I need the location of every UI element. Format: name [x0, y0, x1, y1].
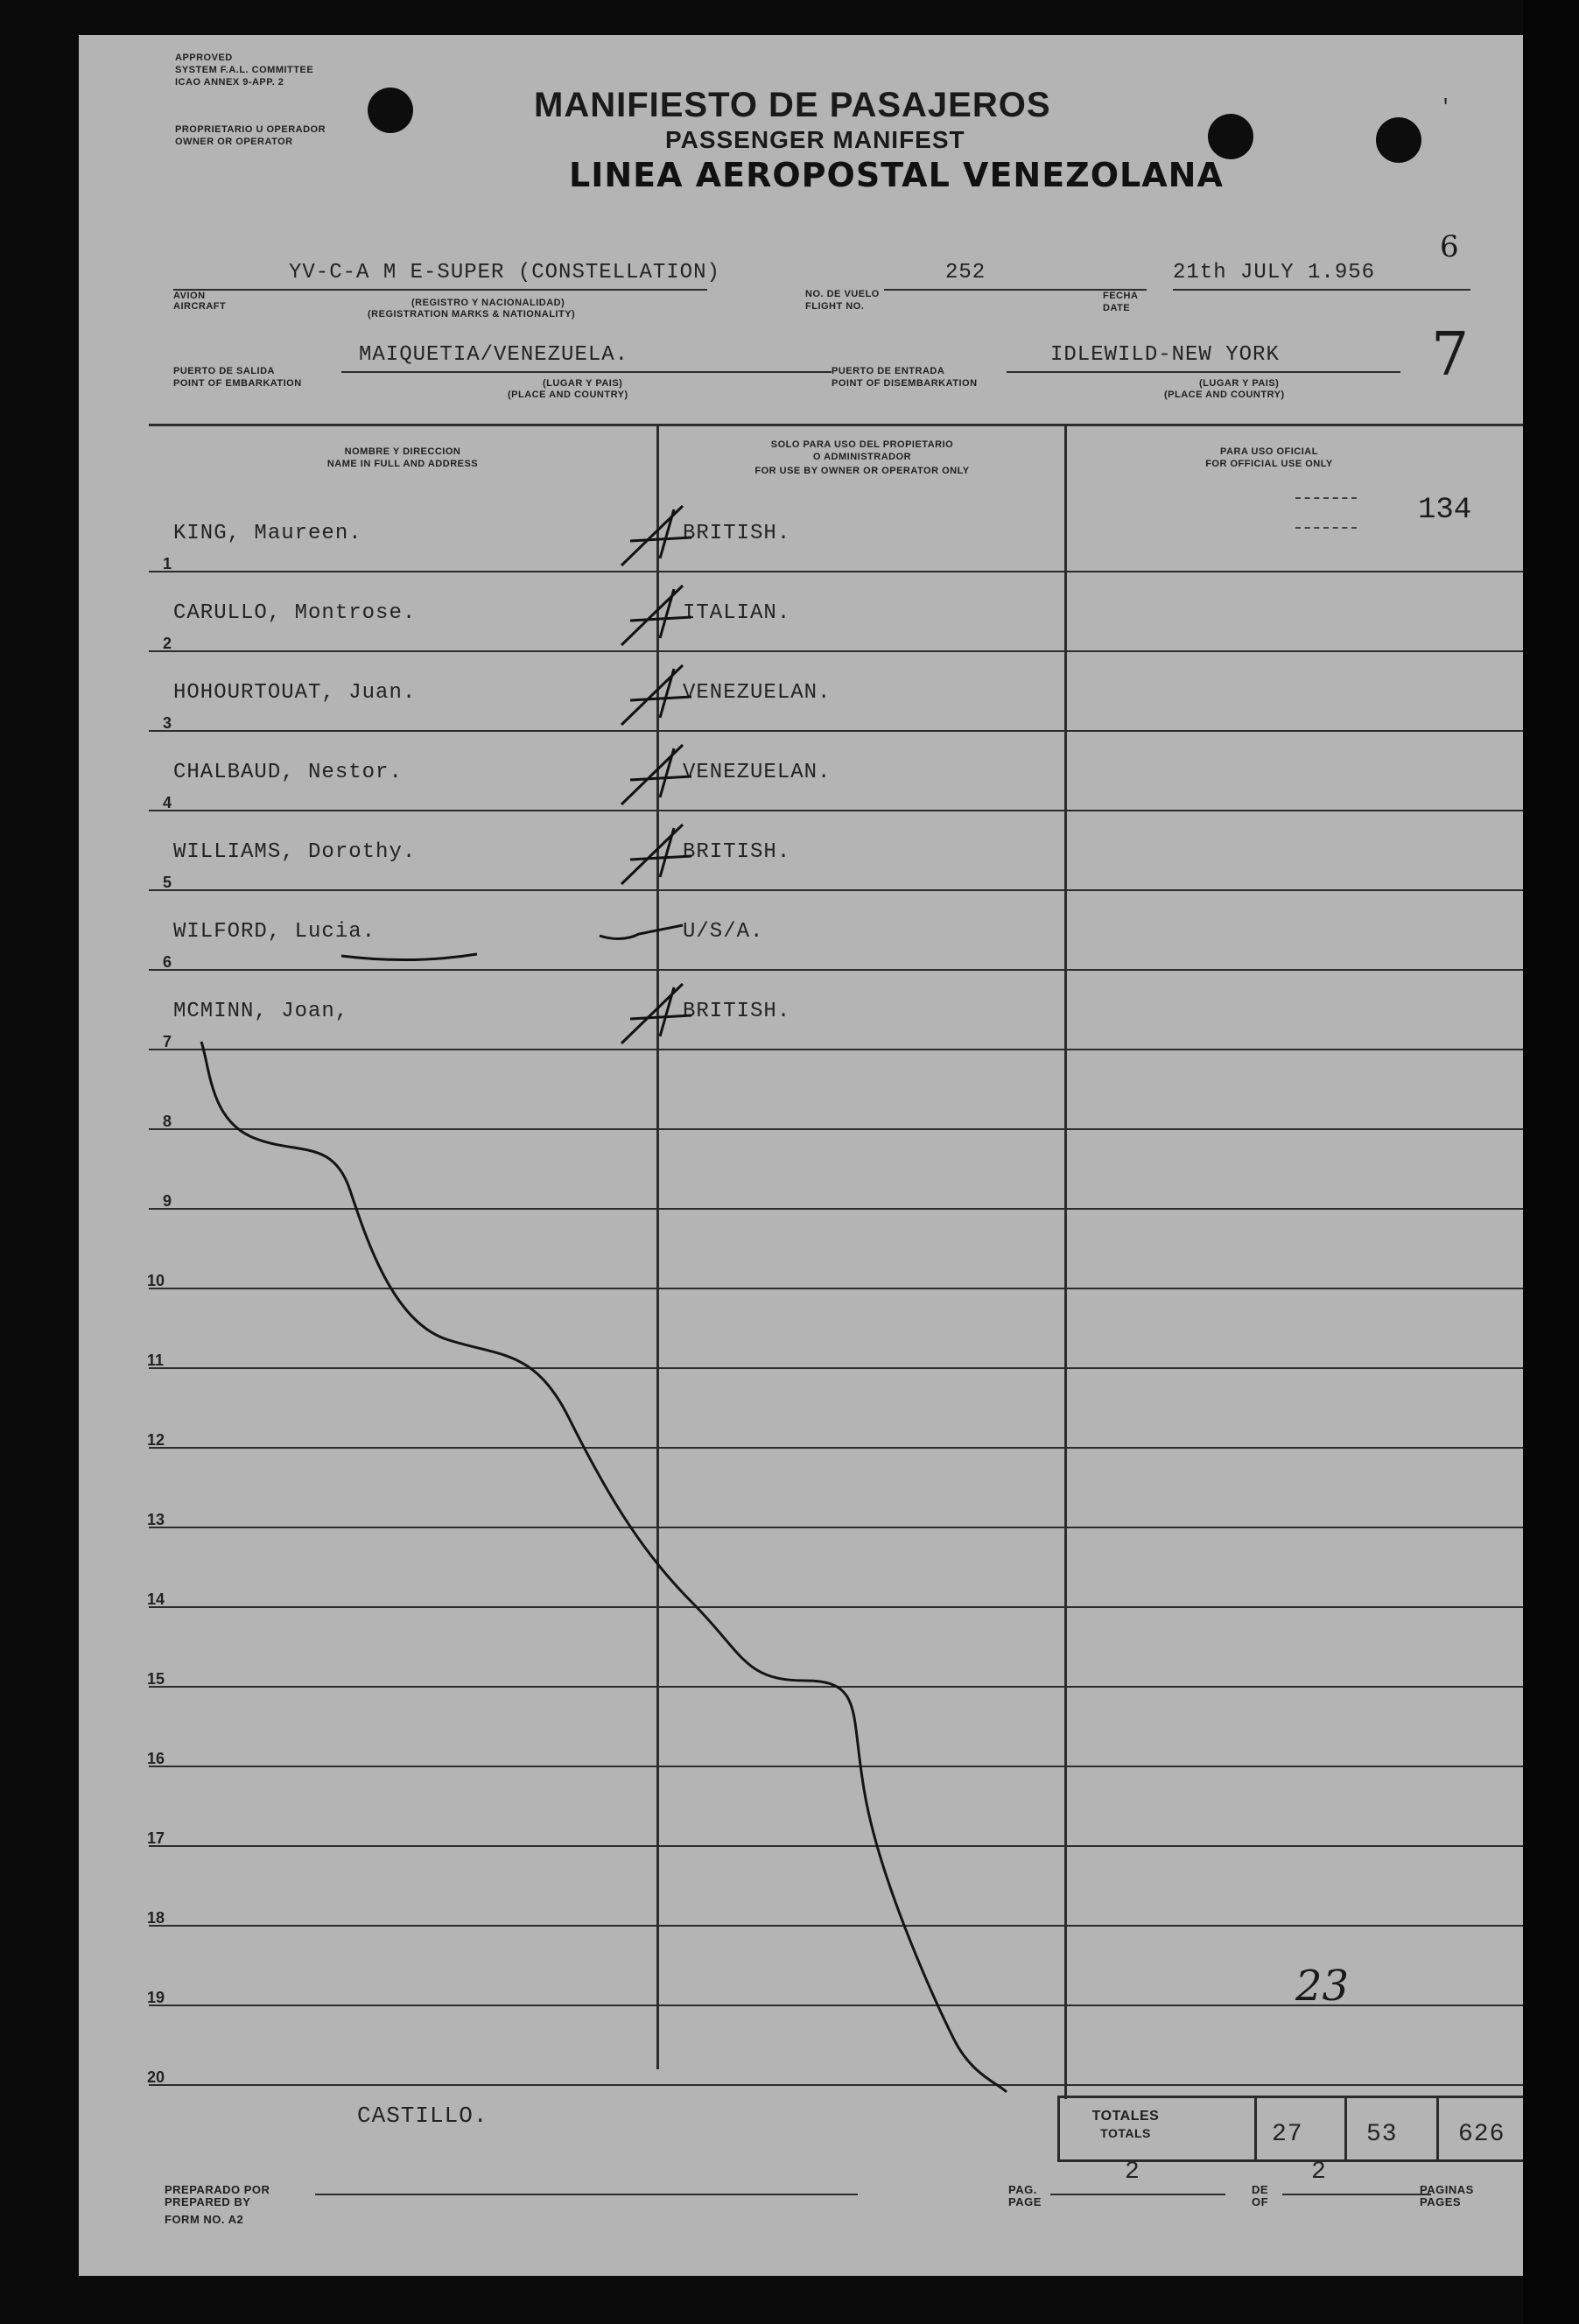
passenger-name: CARULLO, Montrose.	[173, 601, 417, 625]
passenger-name: MCMINN, Joan,	[173, 1000, 349, 1023]
aircraft-value: YV-C-A M E-SUPER (CONSTELLATION)	[289, 261, 720, 284]
row-number: 9	[163, 1192, 172, 1210]
row-number: 20	[147, 2068, 165, 2086]
disembark-place-es: (LUGAR Y PAIS)	[1199, 378, 1280, 389]
approved-label: APPROVED	[175, 53, 233, 63]
col-owner-en: FOR USE BY OWNER OR OPERATOR ONLY	[754, 466, 970, 476]
scan-border	[1523, 0, 1579, 2324]
official-number: 134	[1418, 494, 1472, 527]
prepared-by-name: CASTILLO.	[357, 2103, 488, 2129]
row-number: 14	[147, 1590, 165, 1608]
passenger-name: WILFORD, Lucia.	[173, 920, 376, 944]
totals-box	[1057, 2096, 1523, 2162]
total-value-3: 626	[1458, 2121, 1505, 2148]
owner-label-en: OWNER OR OPERATOR	[175, 137, 293, 147]
page-label-en: PAGE	[1008, 2195, 1042, 2208]
passenger-name: HOHOURTOUAT, Juan.	[173, 681, 417, 705]
row-number: 6	[163, 953, 172, 971]
col-official-en: FOR OFFICIAL USE ONLY	[1205, 459, 1333, 469]
strike-mark	[600, 925, 683, 939]
form-number: FORM NO. A2	[165, 2213, 244, 2226]
strike-mark	[621, 506, 691, 565]
date-label-en: DATE	[1103, 303, 1131, 313]
manifest-page	[79, 35, 1523, 2276]
passenger-name: CHALBAUD, Nestor.	[173, 761, 403, 784]
totals-divider	[1344, 2098, 1347, 2159]
date-value: 21th JULY 1.956	[1173, 261, 1376, 284]
embark-label-es: PUERTO DE SALIDA	[173, 366, 275, 376]
totals-label-en: TOTALS	[1100, 2126, 1151, 2140]
hand-note: 23	[1295, 1962, 1350, 2011]
row-number: 8	[163, 1113, 172, 1130]
disembark-label-en: POINT OF DISEMBARKATION	[832, 378, 978, 389]
of-line	[1282, 2194, 1431, 2195]
row-number: 17	[147, 1829, 165, 1847]
embark-value: MAIQUETIA/VENEZUELA.	[359, 343, 629, 367]
total-value-2: 53	[1366, 2121, 1398, 2148]
airline-stamp: LINEA AEROPOSTAL VENEZOLANA	[569, 156, 1224, 194]
row-number: 5	[163, 874, 172, 891]
passenger-nationality: VENEZUELAN.	[683, 681, 832, 705]
row-number: 3	[163, 714, 172, 732]
passenger-name: WILLIAMS, Dorothy.	[173, 840, 417, 864]
row-number: 4	[163, 794, 172, 811]
strike-mark	[621, 586, 691, 645]
disembark-place-en: (PLACE AND COUNTRY)	[1164, 390, 1285, 400]
flight-value: 252	[945, 261, 986, 284]
pages-label-en: PAGES	[1420, 2195, 1462, 2208]
owner-label-es: PROPRIETARIO U OPERADOR	[175, 124, 326, 135]
col-official-es: PARA USO OFICIAL	[1220, 446, 1318, 457]
row-number: 11	[147, 1352, 165, 1369]
embark-label-en: POINT OF EMBARKATION	[173, 378, 302, 389]
void-line	[201, 1042, 1007, 2092]
passenger-nationality: BRITISH.	[683, 522, 791, 545]
col-names-en: NAME IN FULL AND ADDRESS	[326, 459, 479, 469]
embark-place-es: (LUGAR Y PAIS)	[543, 378, 623, 389]
of-value: 2	[1311, 2159, 1327, 2186]
row-number: 13	[147, 1511, 165, 1528]
col-names-es: NOMBRE Y DIRECCION	[344, 446, 461, 457]
strike-mark	[621, 665, 691, 725]
handwriting-layer	[79, 35, 1523, 2276]
prepared-line	[315, 2194, 858, 2195]
of-label-es: DE	[1252, 2183, 1269, 2196]
row-number: 1	[163, 555, 172, 572]
strike-mark	[621, 745, 691, 804]
hand-mark-top: 6	[1440, 229, 1459, 264]
passenger-nationality: U/S/A.	[683, 920, 764, 944]
disembark-value: IDLEWILD-NEW YORK	[1050, 343, 1280, 367]
passenger-nationality: BRITISH.	[683, 1000, 791, 1023]
flight-label-en: FLIGHT NO.	[805, 301, 865, 312]
title-es: MANIFIESTO DE PASAJEROS	[534, 86, 1051, 124]
flight-label-es: NO. DE VUELO	[805, 289, 880, 299]
totals-divider	[1254, 2098, 1257, 2159]
row-number: 10	[147, 1272, 165, 1289]
row-number: 19	[147, 1989, 165, 2006]
title-en: PASSENGER MANIFEST	[665, 126, 965, 153]
totals-label-es: TOTALES	[1091, 2109, 1160, 2124]
passenger-nationality: VENEZUELAN.	[683, 761, 832, 784]
passenger-name: KING, Maureen.	[173, 522, 362, 545]
col-owner-es-1: SOLO PARA USO DEL PROPIETARIO	[770, 439, 954, 450]
passenger-nationality: BRITISH.	[683, 840, 791, 864]
strike-mark	[621, 825, 691, 884]
embark-place-en: (PLACE AND COUNTRY)	[508, 390, 628, 400]
total-value-1: 27	[1272, 2121, 1303, 2148]
of-label-en: OF	[1252, 2195, 1269, 2208]
disembark-label-es: PUERTO DE ENTRADA	[832, 366, 945, 376]
nationality-strike-marks	[600, 506, 691, 1043]
annex-label: ICAO ANNEX 9-APP. 2	[175, 77, 284, 88]
date-label-es: FECHA	[1103, 291, 1139, 301]
page-value: 2	[1125, 2159, 1140, 2186]
registration-es: (REGISTRO Y NACIONALIDAD)	[411, 298, 565, 308]
underline-mark	[341, 954, 477, 960]
col-owner-es-2: O ADMINISTRADOR	[812, 452, 912, 462]
committee-label: SYSTEM F.A.L. COMMITTEE	[175, 65, 314, 75]
row-number: 7	[163, 1033, 172, 1050]
row-number: 15	[147, 1670, 165, 1688]
row-number: 12	[147, 1431, 165, 1449]
row-number: 16	[147, 1750, 165, 1767]
row-number: 2	[163, 635, 172, 652]
hand-mark-right: 7	[1431, 320, 1470, 390]
registration-en: (REGISTRATION MARKS & NATIONALITY)	[368, 309, 576, 319]
page-line	[1050, 2194, 1225, 2195]
strike-mark	[621, 984, 691, 1043]
aircraft-label-es: AVION	[173, 291, 206, 301]
prepared-label-en: PREPARED BY	[165, 2195, 251, 2208]
totals-divider	[1436, 2098, 1439, 2159]
passenger-nationality: ITALIAN.	[683, 601, 791, 625]
prepared-label-es: PREPARADO POR	[165, 2183, 270, 2196]
aircraft-label-en: AIRCRAFT	[173, 301, 227, 312]
row-number: 18	[147, 1909, 165, 1927]
tick-mark: '	[1440, 96, 1453, 118]
page-label-es: PAG.	[1008, 2183, 1037, 2196]
pages-label-es: PAGINAS	[1420, 2183, 1474, 2196]
